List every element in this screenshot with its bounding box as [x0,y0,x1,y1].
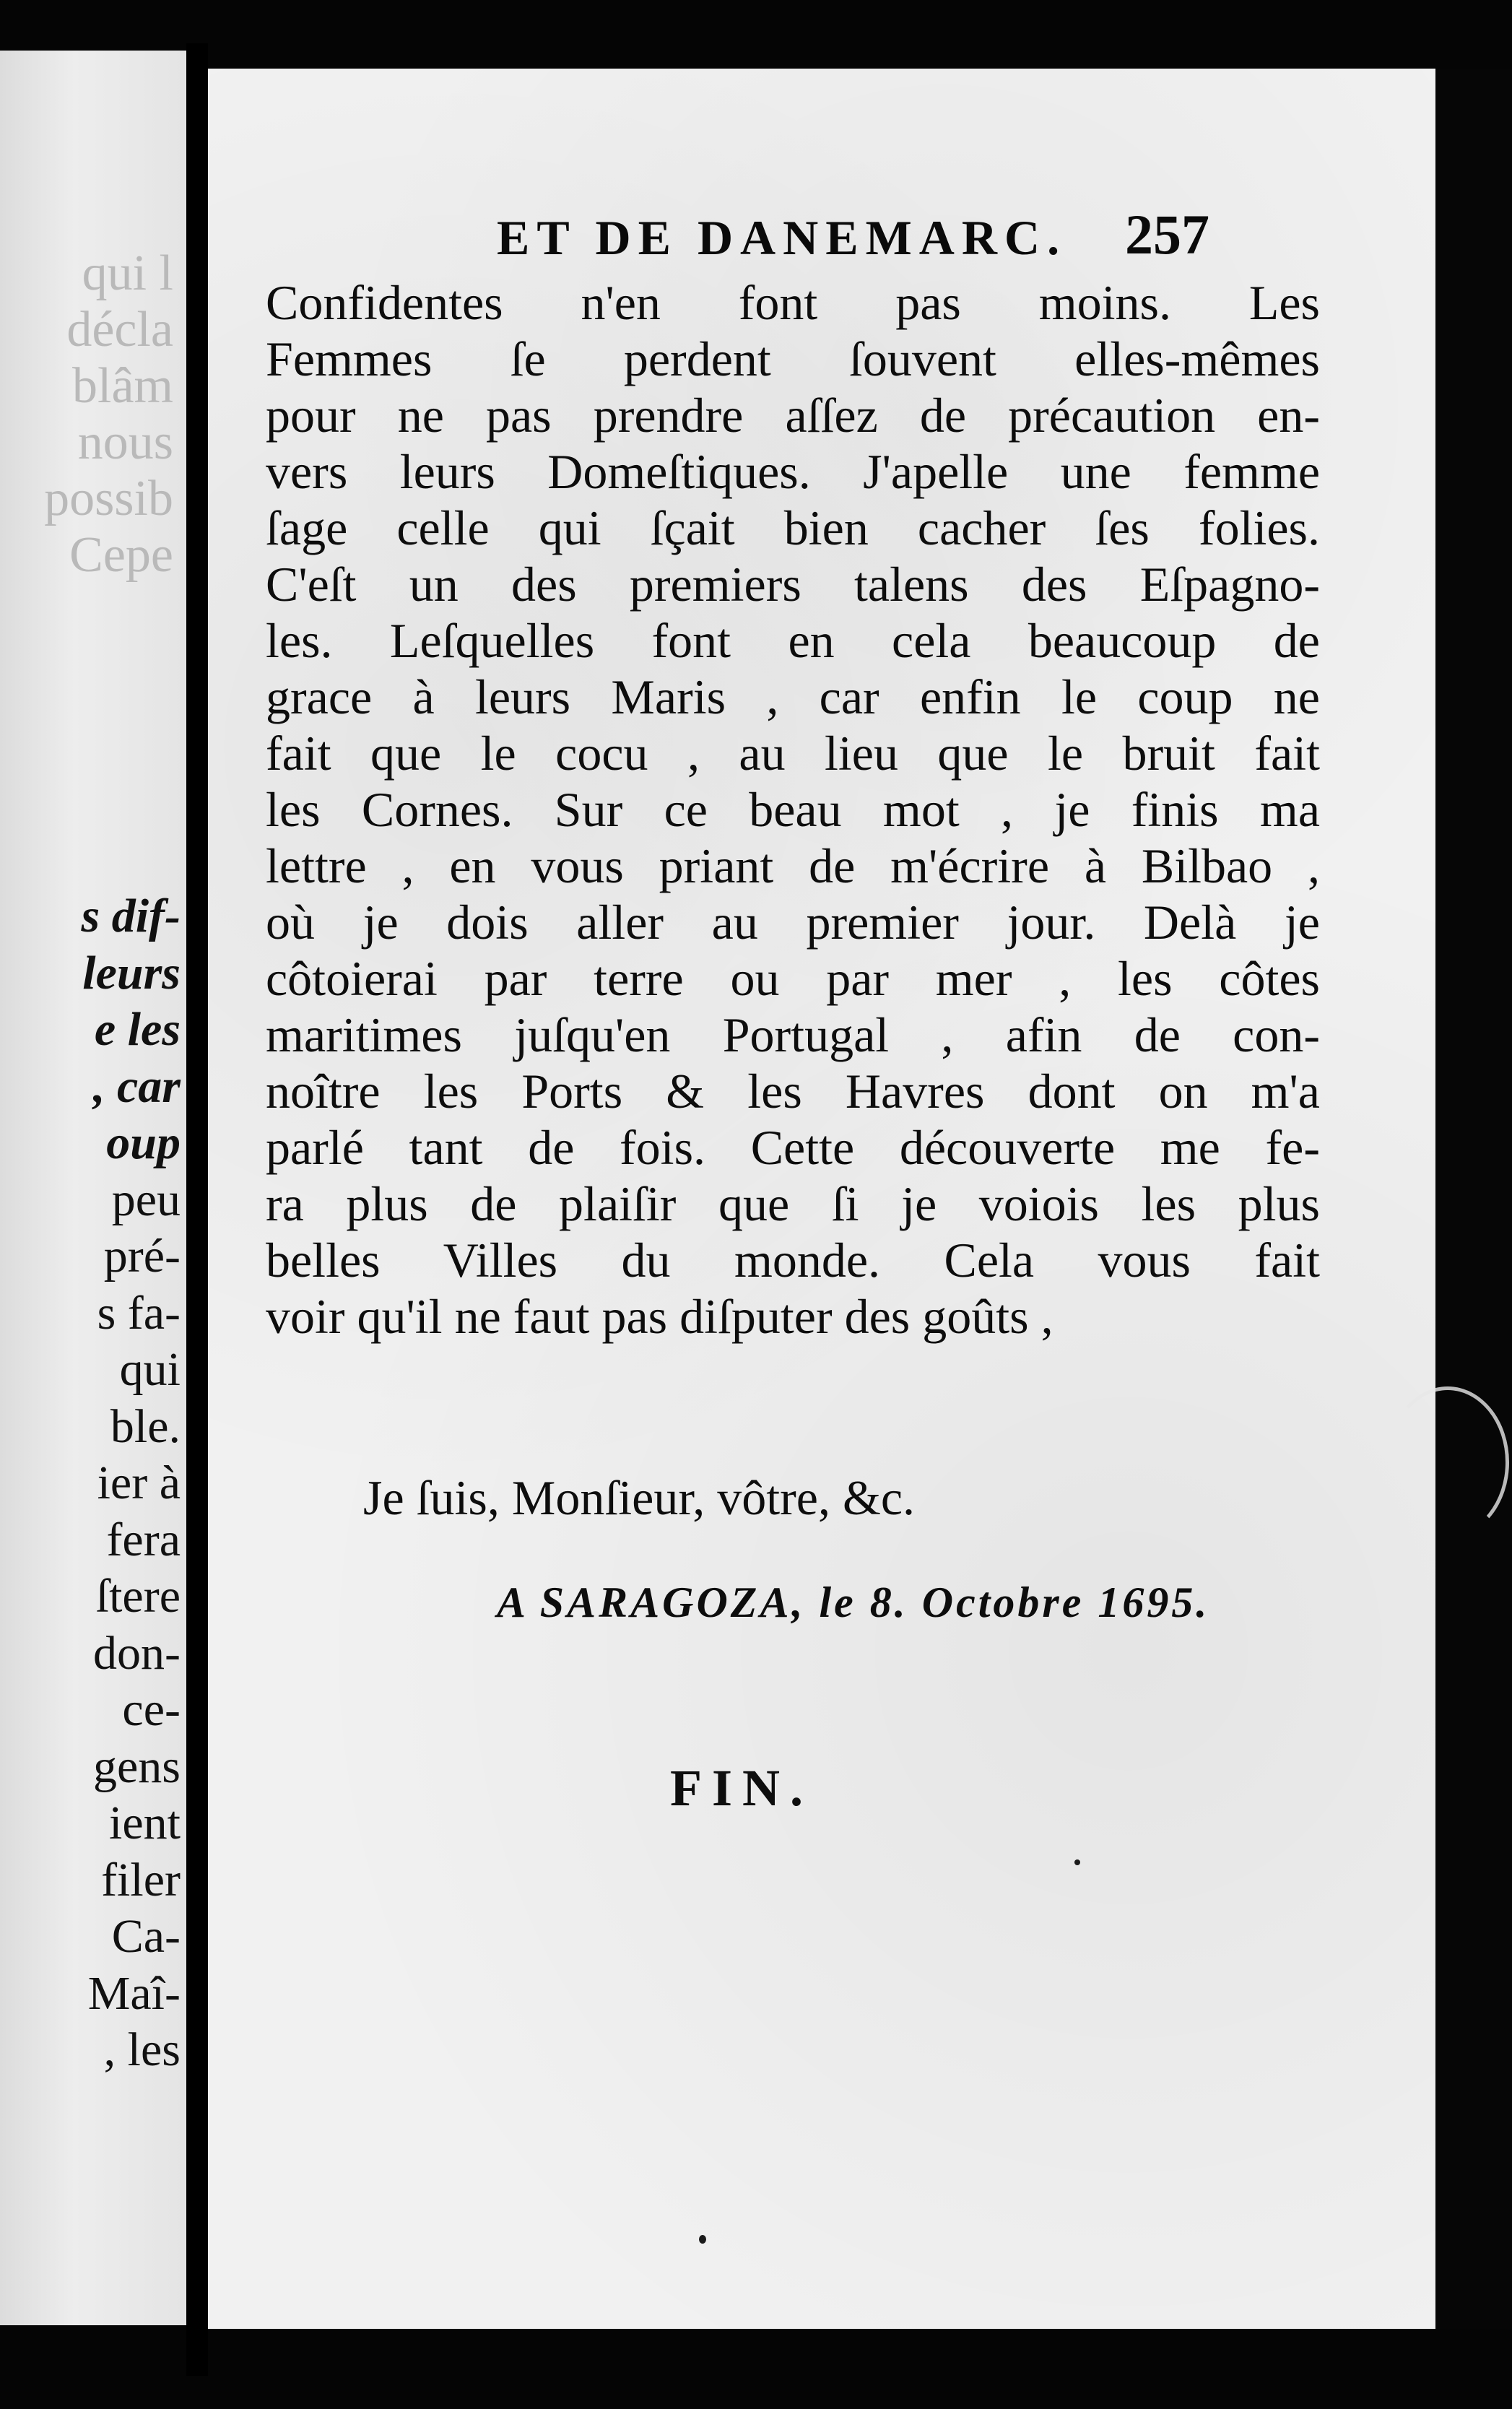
body-text [266,274,1320,1345]
letter-dateline: A SARAGOZA, le 8. Octobre 1695. [497,1579,1210,1626]
left-line: s dif- [81,890,181,942]
book-gutter [186,43,208,2376]
text-line: grace à leurs Maris , car enfin le coup ne [266,669,1320,724]
left-line: Ca- [111,1910,181,1963]
left-line: qui [119,1343,181,1396]
text-line: ſage celle qui ſçait bien cacher ſes folies. [266,500,1320,555]
left-page-faded-text [0,246,173,583]
left-line: leurs [82,946,181,999]
left-faded-line: décla [66,302,173,357]
left-line: ier à [97,1457,181,1509]
left-line: , car [93,1059,181,1113]
left-faded-line: possib [44,471,173,526]
text-line: Femmes ſe perdent ſouvent elles-mêmes [266,331,1320,386]
left-line: don- [93,1626,181,1680]
left-line: peu [111,1173,181,1226]
text-line: les. Leſquelles font en cela beaucoup de [266,613,1320,668]
text-line: parlé tant de fois. Cette découverte me fe- [266,1120,1320,1175]
text-line: côtoierai par terre ou par mer , les côtes [266,951,1320,1006]
left-line: ient [109,1797,181,1849]
left-line: ce- [122,1683,181,1736]
left-line: Maî- [87,1966,181,2020]
text-line: où je dois aller au premier jour. Delà je [266,895,1320,950]
text-line: noître les Ports & les Havres dont on m'a [266,1064,1320,1119]
running-head: ET DE DANEMARC. [497,210,1067,265]
text-line: C'eſt un des premiers talens des Eſpagno- [266,557,1320,612]
paper-curl-mark [1386,1386,1509,1538]
left-line: fera [106,1513,181,1566]
left-faded-line: nous [77,414,173,470]
text-line: maritimes juſqu'en Portugal , afin de con- [266,1007,1320,1062]
left-line: oup [106,1116,181,1169]
letter-closing: Je ſuis, Monſieur, vôtre, &c. [363,1470,916,1525]
left-line: s fa- [97,1286,181,1340]
text-line: pour ne pas prendre aſſez de précaution en- [266,388,1320,443]
text-line: les Cornes. Sur ce beau mot , je finis ma [266,782,1320,837]
page-number: 257 [1125,203,1209,266]
left-line: filer [101,1853,181,1906]
text-line: fait que le cocu , au lieu que le bruit fait [266,726,1320,781]
left-faded-line: blâm [72,358,173,414]
text-line: ra plus de plaiſir que ſi je voiois les plus [266,1176,1320,1231]
text-line: Confidentes n'en font pas moins. Les [266,275,1320,330]
text-line: voir qu'il ne faut pas diſputer des goûts , [266,1289,1053,1344]
left-page-text [0,888,181,2079]
left-line: pré- [103,1230,181,1282]
left-faded-line: qui l [82,246,173,301]
scan-border [1435,69,1512,2329]
left-line: ble. [110,1399,181,1453]
left-line: ſtere [95,1570,181,1623]
left-line: , les [103,2023,181,2076]
ink-speck [699,2235,706,2244]
left-line: e les [94,1003,181,1056]
fin-mark: FIN. [670,1759,813,1817]
right-page [208,69,1435,2329]
left-facing-page [0,51,186,2325]
left-faded-line: Cepe [69,527,173,583]
text-line: lettre , en vous priant de m'écrire à Bilbao , [266,838,1320,893]
left-line: gens [93,1740,181,1793]
text-line: vers leurs Domeſtiques. J'apelle une femme [266,444,1320,499]
text-line: belles Villes du monde. Cela vous fait [266,1233,1320,1288]
ink-speck [1074,1859,1080,1865]
